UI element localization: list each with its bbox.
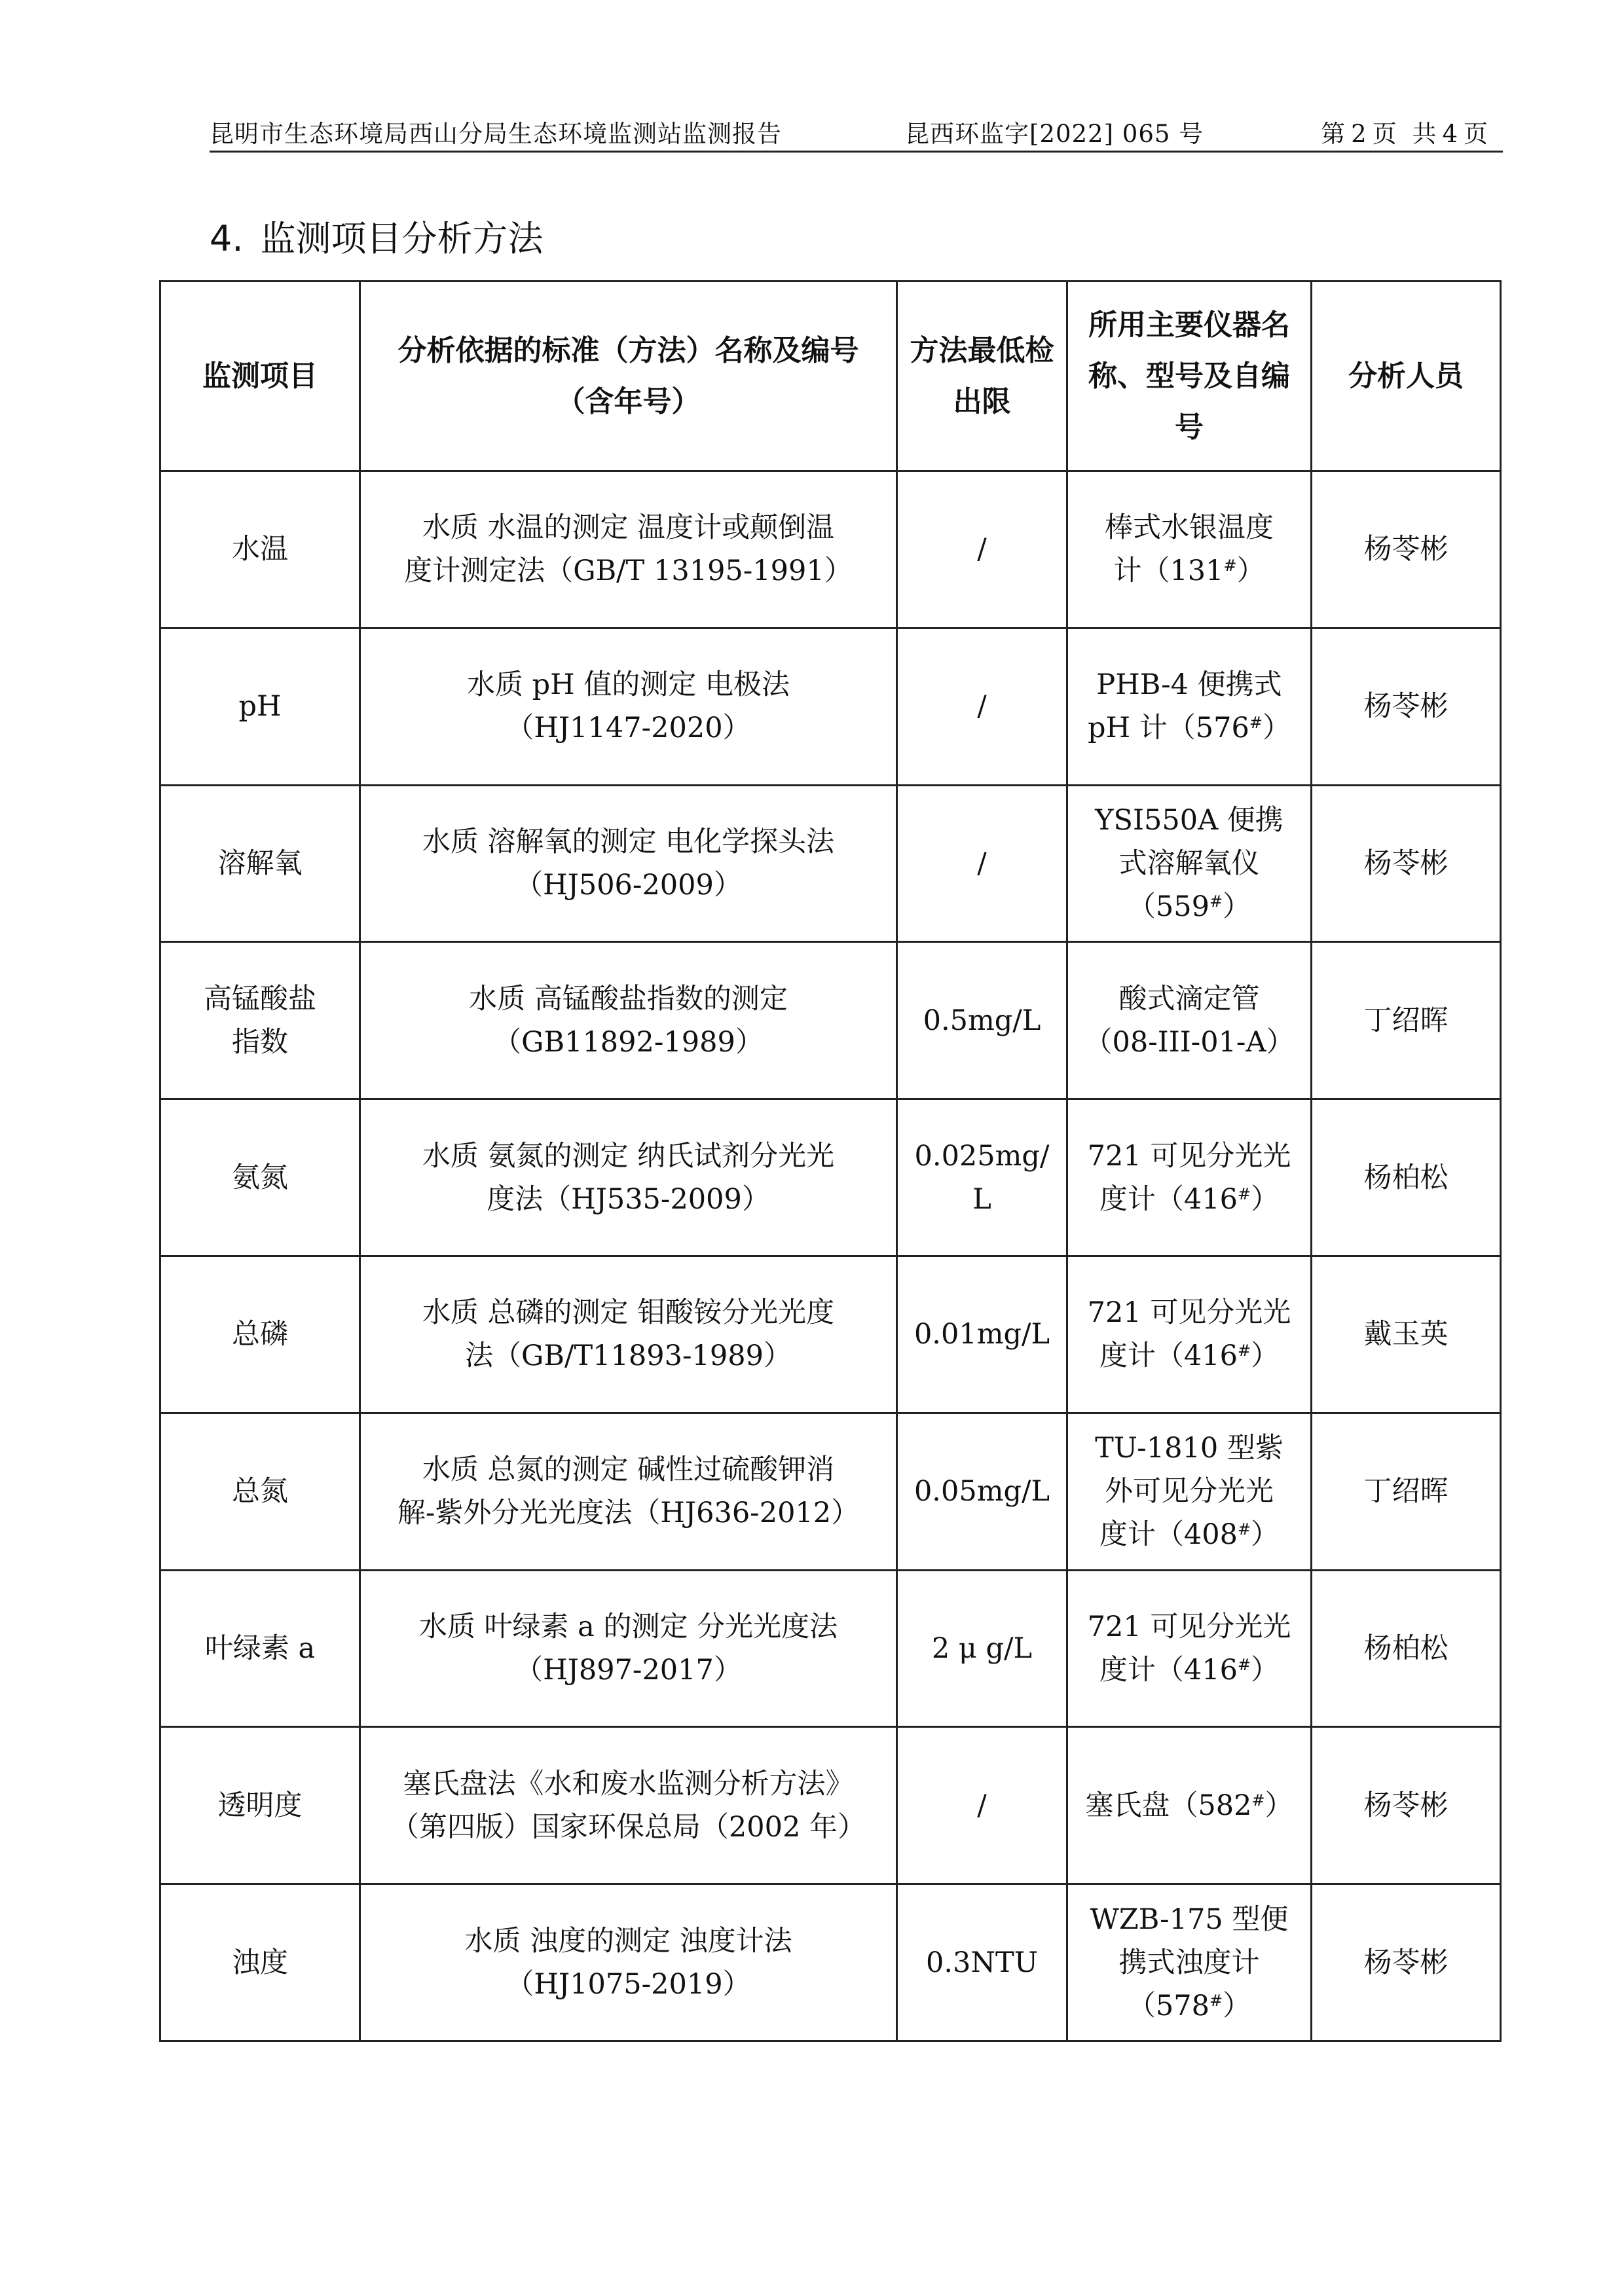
cell-analyst xyxy=(1312,785,1501,942)
cell-text: YSI550A 便携 xyxy=(1095,803,1283,837)
cell-text xyxy=(1080,1784,1299,1827)
table-row xyxy=(160,1256,1501,1413)
analysis-methods-table xyxy=(159,280,1502,2042)
cell-item xyxy=(160,1884,360,2041)
cell-item xyxy=(160,1099,360,1256)
cell-text: pH 计（576 xyxy=(1088,712,1249,745)
cell-text xyxy=(1080,885,1299,928)
cell-text: 杨苓彬 xyxy=(1363,690,1449,723)
cell-text: 水质 氨氮的测定 纳氏试剂分光光 xyxy=(422,1139,835,1173)
cell-text: （08-III-01-A） xyxy=(1084,1025,1295,1059)
cell-method xyxy=(360,1570,897,1727)
cell-item xyxy=(160,471,360,629)
cell-text: （HJ1147-2020） xyxy=(506,712,751,745)
cell-instrument xyxy=(1067,942,1312,1099)
header-line: 分析依据的标准（方法）名称及编号 xyxy=(397,333,859,367)
cell-text: 浊度 xyxy=(232,1946,288,1979)
cell-text: 水质 叶绿素 a 的测定 分光光度法 xyxy=(418,1610,838,1643)
cell-text: TU-1810 型紫 xyxy=(1095,1432,1283,1465)
cell-text: 0.3NTU xyxy=(926,1946,1038,1979)
cell-text xyxy=(1080,1649,1299,1692)
cell-method xyxy=(360,1413,897,1570)
header-org: 昆明市生态环境局西山分局生态环境监测站监测报告 xyxy=(210,120,782,148)
cell-text: 氨氮 xyxy=(232,1161,288,1194)
cell-text: 丁绍晖 xyxy=(1363,1004,1449,1037)
cell-text: 法（GB/T11893-1989） xyxy=(465,1339,792,1373)
cell-text: （HJ897-2017） xyxy=(515,1653,742,1686)
page-mid: 页 共 xyxy=(1372,120,1437,148)
cell-method xyxy=(360,1099,897,1256)
cell-text: 0.05mg/L xyxy=(913,1475,1050,1508)
cell-text: 塞氏盘法《水和废水监测分析方法》 xyxy=(403,1767,854,1800)
cell-analyst xyxy=(1312,1570,1501,1727)
header-line: 编号 xyxy=(1175,359,1290,444)
cell-text: 叶绿素 a xyxy=(204,1631,316,1665)
cell-text: / xyxy=(977,847,987,880)
cell-text: 2 μ g/L xyxy=(931,1631,1033,1665)
cell-text: PHB-4 便携式 xyxy=(1096,668,1282,702)
table-row xyxy=(160,1570,1501,1727)
cell-text: 721 可见分光光 xyxy=(1087,1296,1291,1330)
header-line: 监测项目 xyxy=(202,359,318,393)
cell-method xyxy=(360,1256,897,1413)
cell-text xyxy=(1080,1984,1299,2028)
cell-text: 度计（416 xyxy=(1099,1653,1238,1686)
cell-text: ） xyxy=(1251,1518,1280,1552)
number-mark: # xyxy=(1209,1991,1223,2010)
cell-text: 杨苓彬 xyxy=(1363,847,1449,880)
table-row xyxy=(160,471,1501,629)
cell-text: / xyxy=(977,690,987,723)
cell-item xyxy=(160,1256,360,1413)
cell-text: 水质 高锰酸盐指数的测定 xyxy=(469,982,788,1015)
cell-text: 水质 浊度的测定 浊度计法 xyxy=(464,1924,792,1958)
cell-limit xyxy=(897,1099,1067,1256)
cell-analyst xyxy=(1312,1099,1501,1256)
cell-text: （第四版）国家环保总局（2002 年） xyxy=(390,1810,866,1844)
cell-text xyxy=(1080,706,1299,750)
cell-text: （559 xyxy=(1127,890,1209,923)
cell-instrument xyxy=(1067,1884,1312,2041)
cell-text: 杨苓彬 xyxy=(1363,1946,1449,1979)
header-line: 方法最低 xyxy=(910,333,1025,367)
cell-text: ） xyxy=(1264,1789,1293,1822)
cell-instrument xyxy=(1067,1570,1312,1727)
cell-text: ） xyxy=(1236,555,1265,588)
cell-instrument xyxy=(1067,628,1312,785)
cell-text: pH xyxy=(238,690,282,723)
col-header-limit xyxy=(897,282,1067,471)
cell-method xyxy=(360,471,897,629)
section-number: 4. xyxy=(210,218,244,259)
table-row xyxy=(160,628,1501,785)
cell-item xyxy=(160,1570,360,1727)
cell-text: 0.025mg/L xyxy=(914,1139,1050,1216)
cell-method xyxy=(360,785,897,942)
cell-item xyxy=(160,1727,360,1884)
cell-text: 丁绍晖 xyxy=(1363,1475,1449,1508)
cell-text: / xyxy=(977,1789,987,1822)
cell-text: 总磷 xyxy=(232,1318,288,1351)
cell-instrument xyxy=(1067,1727,1312,1884)
cell-analyst xyxy=(1312,1256,1501,1413)
cell-text: 透明度 xyxy=(217,1789,303,1822)
cell-analyst xyxy=(1312,471,1501,629)
cell-item xyxy=(160,785,360,942)
cell-text: 棒式水银温度 xyxy=(1105,511,1274,545)
number-mark: # xyxy=(1223,556,1237,575)
cell-text: 度计测定法（GB/T 13195-1991） xyxy=(404,555,853,588)
cell-text: ） xyxy=(1223,890,1251,923)
col-header-item xyxy=(160,282,360,471)
cell-text: 度计（416 xyxy=(1099,1182,1238,1216)
cell-limit xyxy=(897,1570,1067,1727)
cell-instrument xyxy=(1067,471,1312,629)
number-mark: # xyxy=(1237,1520,1251,1539)
page-total: 4 xyxy=(1442,120,1458,148)
cell-text: 总氮 xyxy=(232,1475,288,1508)
cell-text: 度计（416 xyxy=(1099,1339,1238,1373)
cell-instrument xyxy=(1067,1099,1312,1256)
cell-text: 高锰酸盐 xyxy=(204,982,316,1015)
cell-text: （578 xyxy=(1127,1989,1209,2022)
cell-limit xyxy=(897,628,1067,785)
page-current: 2 xyxy=(1351,120,1367,148)
cell-text: 酸式滴定管 xyxy=(1118,982,1260,1015)
header-line: 名称、型号及自 xyxy=(1088,308,1290,393)
number-mark: # xyxy=(1237,1184,1251,1203)
cell-text xyxy=(1080,1178,1299,1221)
cell-instrument xyxy=(1067,1256,1312,1413)
page-prefix: 第 xyxy=(1321,120,1346,148)
cell-text: 外可见分光光 xyxy=(1105,1475,1274,1508)
cell-text xyxy=(1080,1334,1299,1377)
cell-text xyxy=(1080,549,1299,592)
header-line: 所用主要仪器 xyxy=(1088,308,1261,342)
cell-text: 水质 水温的测定 温度计或颠倒温 xyxy=(422,511,835,545)
cell-text: （HJ1075-2019） xyxy=(506,1967,751,2001)
cell-limit xyxy=(897,785,1067,942)
cell-text: 0.5mg/L xyxy=(923,1004,1041,1037)
col-header-method xyxy=(360,282,897,471)
cell-text: 解-紫外分光光度法（HJ636-2012） xyxy=(397,1497,860,1530)
cell-text: （GB11892-1989） xyxy=(493,1025,764,1059)
col-header-instrument xyxy=(1067,282,1312,471)
cell-item xyxy=(160,942,360,1099)
number-mark: # xyxy=(1209,892,1223,911)
cell-method xyxy=(360,942,897,1099)
cell-text: 戴玉英 xyxy=(1363,1318,1449,1351)
table-row xyxy=(160,942,1501,1099)
cell-analyst xyxy=(1312,942,1501,1099)
number-mark: # xyxy=(1237,1341,1251,1360)
table-row xyxy=(160,1413,1501,1570)
header-line: 分析人员 xyxy=(1348,359,1464,393)
cell-limit xyxy=(897,1256,1067,1413)
header-report-number: 昆西环监字[2022] 065 号 xyxy=(905,120,1204,148)
cell-text: ） xyxy=(1251,1339,1280,1373)
cell-text: 水质 溶解氧的测定 电化学探头法 xyxy=(422,825,835,858)
cell-method xyxy=(360,1884,897,2041)
cell-text: 水温 xyxy=(232,533,288,566)
cell-instrument xyxy=(1067,1413,1312,1570)
cell-instrument xyxy=(1067,785,1312,942)
cell-method xyxy=(360,628,897,785)
report-header xyxy=(210,110,1503,153)
table-row xyxy=(160,785,1501,942)
cell-analyst xyxy=(1312,1413,1501,1570)
page-suffix: 页 xyxy=(1464,120,1488,148)
number-mark: # xyxy=(1237,1655,1251,1674)
cell-text xyxy=(1080,1513,1299,1556)
cell-analyst xyxy=(1312,1884,1501,2041)
cell-text: ） xyxy=(1251,1653,1280,1686)
cell-text: 溶解氧 xyxy=(217,847,303,880)
cell-text: 721 可见分光光 xyxy=(1087,1610,1291,1643)
cell-text: 721 可见分光光 xyxy=(1087,1139,1291,1173)
cell-text: 度计（408 xyxy=(1099,1518,1238,1552)
header-page-indicator xyxy=(1318,114,1491,149)
cell-text: 水质 pH 值的测定 电极法 xyxy=(466,668,790,702)
cell-limit xyxy=(897,1727,1067,1884)
cell-text: 水质 总磷的测定 钼酸铵分光光度 xyxy=(422,1296,835,1330)
cell-text: 式溶解氧仪 xyxy=(1118,847,1260,880)
header-line: 检出限 xyxy=(953,333,1054,418)
header-line: （含年号） xyxy=(556,384,701,418)
number-mark: # xyxy=(1251,1791,1265,1810)
table-row xyxy=(160,1884,1501,2041)
cell-text: 杨苓彬 xyxy=(1363,1789,1449,1822)
cell-item xyxy=(160,1413,360,1570)
cell-text: 0.01mg/L xyxy=(913,1318,1050,1351)
number-mark: # xyxy=(1249,714,1263,733)
cell-text: 携式浊度计 xyxy=(1118,1946,1260,1979)
cell-text: （HJ506-2009） xyxy=(515,868,742,902)
cell-text: 水质 总氮的测定 碱性过硫酸钾消 xyxy=(422,1453,835,1487)
cell-text: 度法（HJ535-2009） xyxy=(487,1182,770,1216)
table-row xyxy=(160,1727,1501,1884)
cell-limit xyxy=(897,471,1067,629)
cell-text: ） xyxy=(1223,1989,1251,2022)
cell-text: / xyxy=(977,533,987,566)
cell-limit xyxy=(897,1413,1067,1570)
table-header-row xyxy=(160,282,1501,471)
cell-analyst xyxy=(1312,628,1501,785)
cell-text: 杨柏松 xyxy=(1363,1161,1449,1194)
cell-text: ） xyxy=(1262,712,1291,745)
cell-text: 杨苓彬 xyxy=(1363,533,1449,566)
cell-analyst xyxy=(1312,1727,1501,1884)
cell-method xyxy=(360,1727,897,1884)
cell-text: WZB-175 型便 xyxy=(1090,1903,1289,1936)
cell-text: 计（131 xyxy=(1113,555,1224,588)
cell-limit xyxy=(897,942,1067,1099)
col-header-analyst xyxy=(1312,282,1501,471)
cell-text: ） xyxy=(1251,1182,1280,1216)
cell-text: 指数 xyxy=(232,1025,288,1059)
cell-text: 杨柏松 xyxy=(1363,1631,1449,1665)
section-title xyxy=(210,211,544,261)
cell-limit xyxy=(897,1884,1067,2041)
cell-item xyxy=(160,628,360,785)
table-row xyxy=(160,1099,1501,1256)
cell-text: 塞氏盘（582 xyxy=(1085,1789,1252,1822)
section-title-text: 监测项目分析方法 xyxy=(260,218,544,259)
